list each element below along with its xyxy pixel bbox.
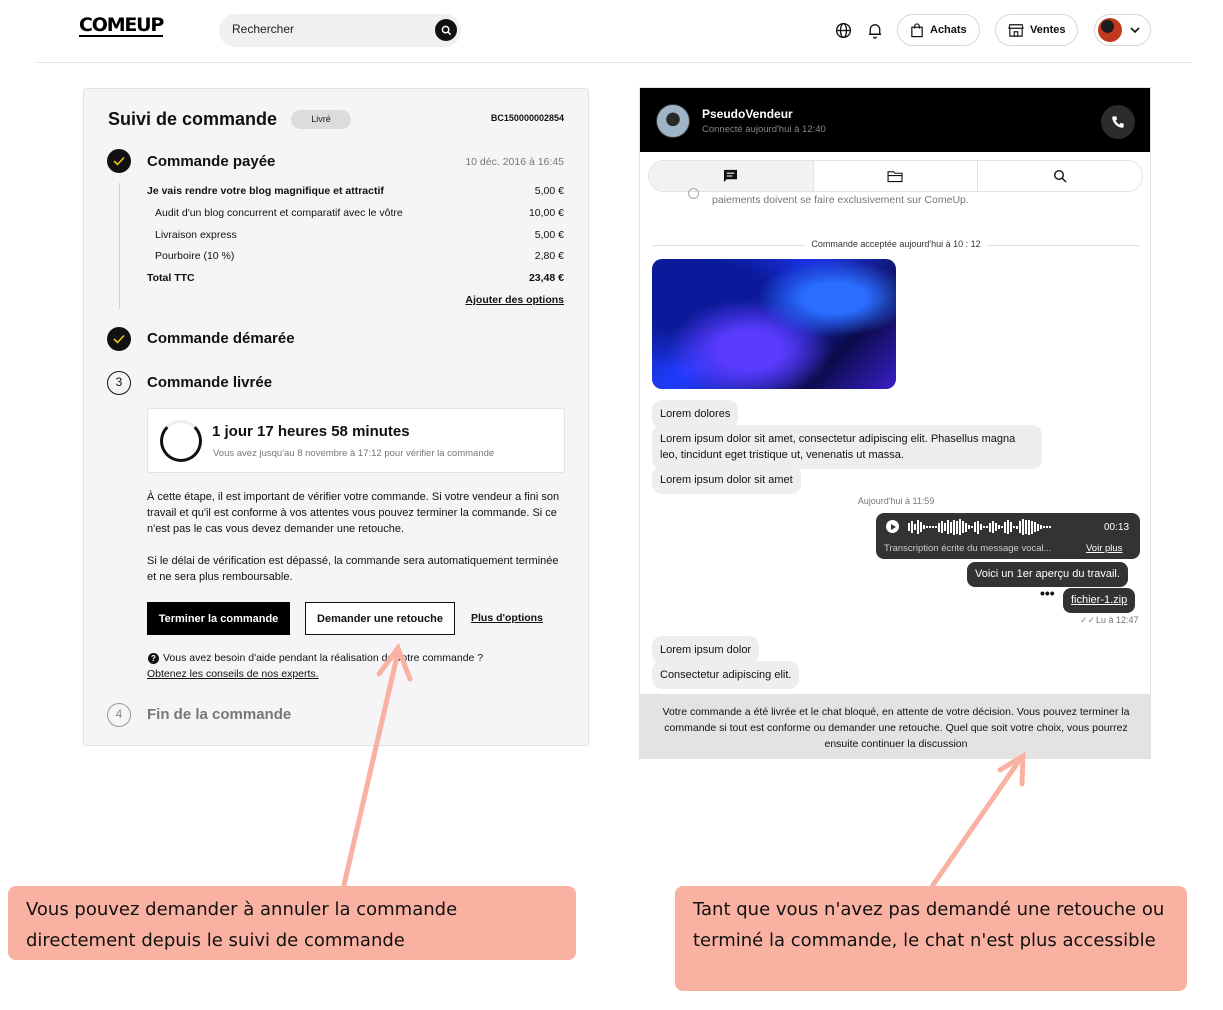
- step-end-title: Fin de la commande: [147, 706, 292, 723]
- request-retouch-button[interactable]: Demander une retouche: [305, 602, 455, 635]
- help-text: Vous avez besoin d'aide pendant la réalisation de votre commande ?: [163, 652, 484, 664]
- voice-transcription: Transcription écrite du message vocal...: [884, 543, 1052, 554]
- order-item-label: Je vais rendre votre blog magnifique et attractif: [147, 185, 384, 197]
- message-timestamp: Aujourd'hui à 11:59: [857, 496, 935, 506]
- chat-blocked-banner: Votre commande a été livrée et le chat bloqué, en attente de votre décision. Vous pouvez terminer la commande si tout est conforme ou demander une retouche. Quel que soit votre choix, vous pourrez ensuite continuer la discussion: [640, 694, 1151, 759]
- seller-name[interactable]: PseudoVendeur: [702, 107, 793, 121]
- annotation-callout: Tant que vous n'avez pas demandé une retouche ou terminé la commande, le chat n'est plus accessible: [675, 886, 1187, 991]
- message-bubble: Lorem ipsum dolor sit amet, consectetur adipiscing elit. Phasellus magna leo, tincidunt eget tristique ut, venenatis ut massa.: [652, 425, 1042, 469]
- message-bubble: Consectetur adipiscing elit.: [652, 661, 799, 689]
- more-options-link[interactable]: Plus d'options: [471, 612, 543, 624]
- finish-order-button[interactable]: Terminer la commande: [147, 602, 290, 635]
- message-bubble: Lorem dolores: [652, 400, 738, 428]
- system-message: paiements doivent se faire exclusivement sur ComeUp.: [712, 194, 969, 206]
- comeup-logo[interactable]: COMEUP: [79, 14, 164, 36]
- read-receipt: Lu à 12:47: [1096, 615, 1139, 625]
- status-badge: Livré: [291, 110, 351, 129]
- order-item-label: Audit d'un blog concurrent et comparatif avec le vôtre: [155, 207, 403, 219]
- file-attachment[interactable]: fichier-1.zip: [1063, 588, 1135, 613]
- verification-instructions: À cette étape, il est important de vérifier votre commande. Si votre vendeur a fini son travail et qu'il est conforme à vos attentes vous pouvez terminer la commande. Si ce n'est pas le cas vous devez demander une retouche.: [147, 491, 560, 535]
- annotation-callout: Vous pouvez demander à annuler la commande directement depuis le suivi de commande: [8, 886, 576, 960]
- timer-value: 1 jour 17 heures 58 minutes: [212, 423, 410, 440]
- total-value: 23,48 €: [528, 272, 564, 284]
- step-delivered-title: Commande livrée: [147, 374, 273, 391]
- seller-status: Connecté aujourd'hui à 12:40: [702, 124, 826, 135]
- order-item-price: 10,00 €: [528, 207, 564, 219]
- more-actions-icon[interactable]: •••: [1040, 585, 1055, 601]
- step-number: 4: [107, 703, 131, 727]
- add-options-link[interactable]: Ajouter des options: [465, 294, 564, 306]
- order-reference: BC150000002854: [490, 113, 564, 123]
- see-more-link[interactable]: Voir plus: [1086, 543, 1123, 554]
- step-paid-title: Commande payée: [147, 153, 276, 170]
- step-started-title: Commande démarée: [147, 330, 295, 347]
- order-item-price: 5,00 €: [534, 185, 564, 197]
- order-accepted-label: Commande acceptée aujourd'hui à 10 : 12: [805, 239, 986, 249]
- timer-deadline: Vous avez jusqu'au 8 novembre à 17:12 pour vérifier la commande: [213, 448, 495, 459]
- expert-advice-link[interactable]: Obtenez les conseils de nos experts.: [147, 668, 319, 680]
- voice-duration: 00:13: [1104, 522, 1130, 533]
- paid-date: 10 déc. 2016 à 16:45: [465, 156, 564, 168]
- help-icon: ?: [148, 653, 159, 664]
- ventes-label: Ventes: [1030, 24, 1066, 36]
- order-item-label: Livraison express: [155, 229, 237, 241]
- page-title: Suivi de commande: [108, 109, 278, 129]
- achats-label: Achats: [930, 24, 967, 36]
- order-item-label: Pourboire (10 %): [155, 250, 235, 262]
- sent-message: Voici un 1er aperçu du travail.: [967, 562, 1128, 587]
- message-bubble: Lorem ipsum dolor sit amet: [652, 466, 801, 494]
- read-checkmark-icon: ✓✓: [1080, 615, 1096, 625]
- step-number: 3: [107, 371, 131, 395]
- total-label: Total TTC: [147, 272, 195, 284]
- message-bubble: Lorem ipsum dolor: [652, 636, 759, 664]
- verification-deadline-note: Si le délai de vérification est dépassé, la commande sera automatiquement terminée et ne sera plus remboursable.: [147, 555, 559, 583]
- order-item-price: 5,00 €: [534, 229, 564, 241]
- order-item-price: 2,80 €: [534, 250, 564, 262]
